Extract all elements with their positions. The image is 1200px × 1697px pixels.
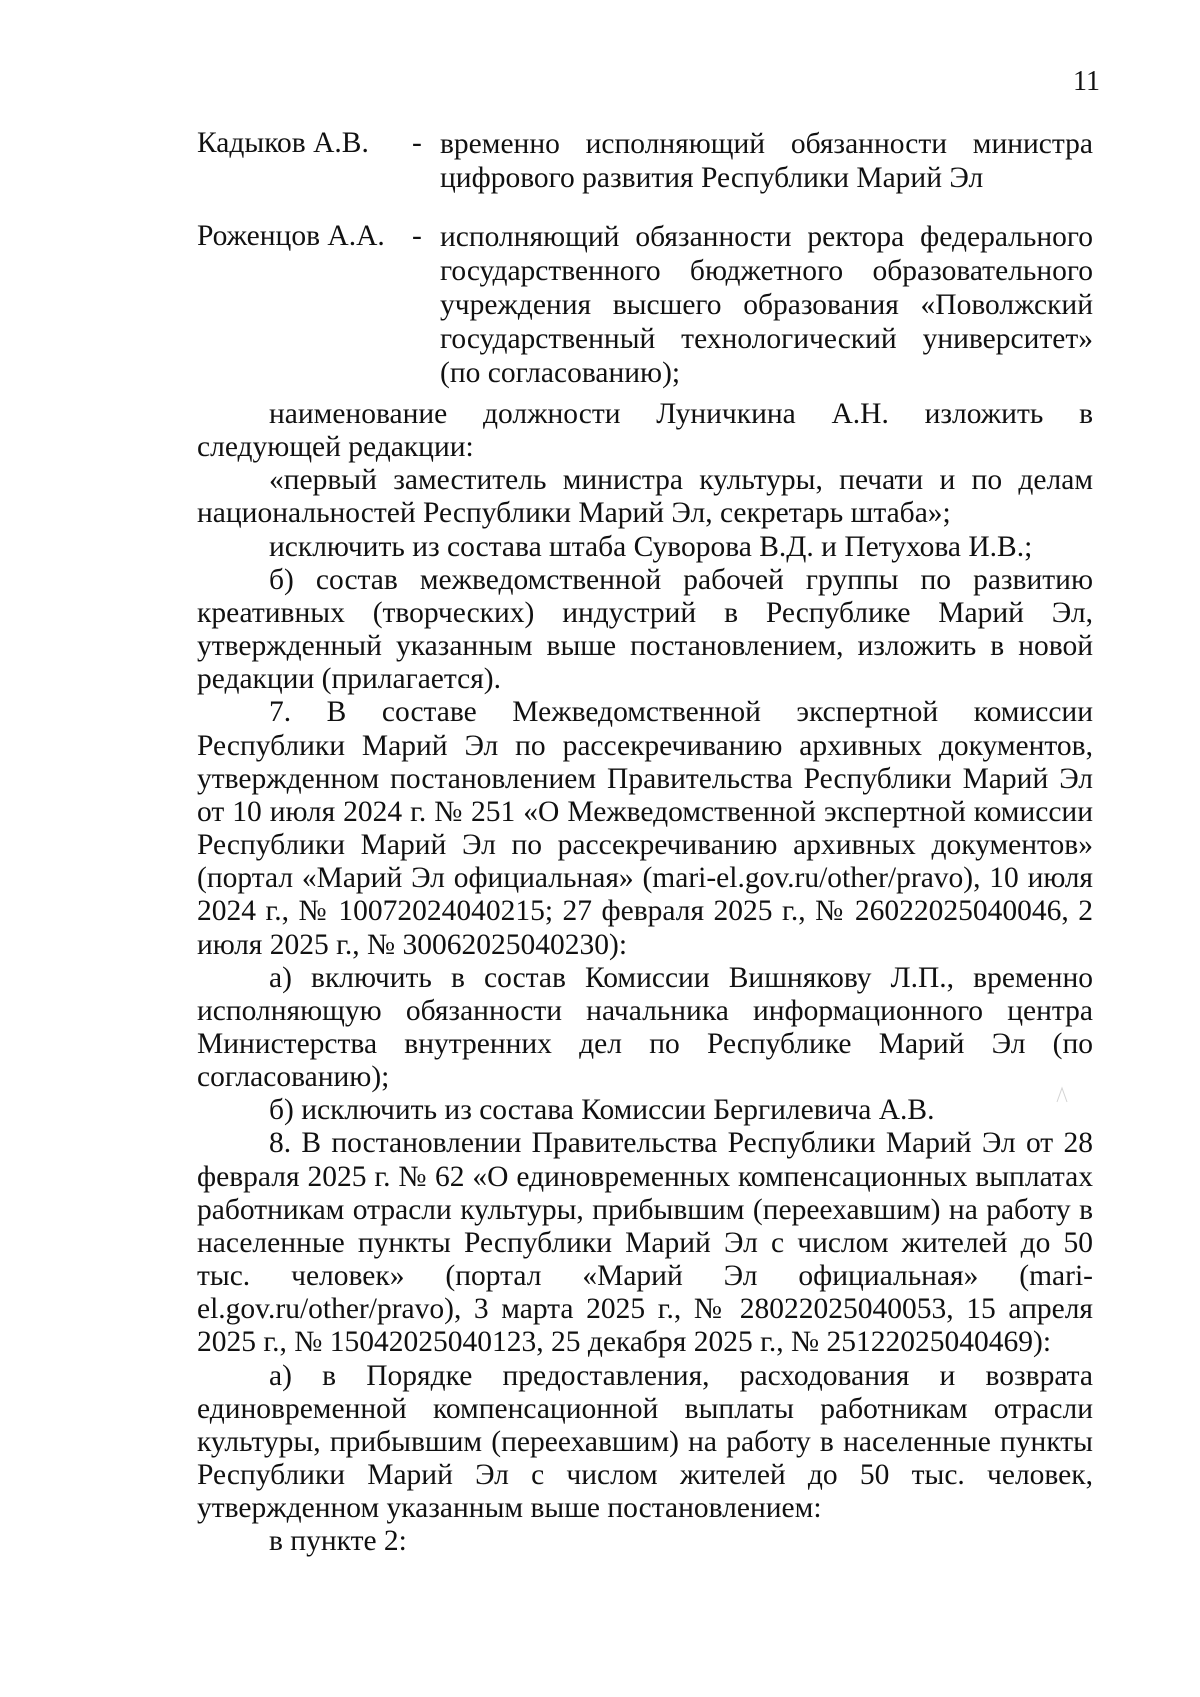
paragraph: 7. В составе Межведомственной экспертной комиссии Республики Марий Эл по рассекречиванию архивных документов, утвержденном постановлением Правительства Республики Марий Эл от 10 июля 2024 г. № 251 «О Межведомственной экспертной комиссии Республики Марий Эл по рассекречиванию архивных документов» (портал «Марий Эл официальная» (mari-el.gov.ru/other/pravo), 10 июля 2024 г., № 10072024040215; 27 февраля 2025 г., № 26022025040046, 2 июля 2025 г., № 30062025040230): [197,696,1093,961]
paragraph: наименование должности Луничкина А.Н. изложить в следующей редакции: [197,398,1093,464]
page-number: 11 [1073,66,1100,97]
member-name: Кадыков А.В. [197,127,369,159]
member-role: временно исполняющий обязанности министра цифрового развития Республики Марий Эл [440,128,1093,194]
member-role: исполняющий обязанности ректора федерального государственного бюджетного образовательного учреждения высшего образования «Поволжский государственный технологический университет» (по согласованию); [440,221,1093,389]
member-dash: - [412,127,422,159]
paragraph: 8. В постановлении Правительства Республики Марий Эл от 28 февраля 2025 г. № 62 «О единовременных компенсационных выплатах работникам отрасли культуры, прибывшим (переехавшим) на работу в населенные пункты Республики Марий Эл с числом жителей до 50 тыс. человек» (портал «Марий Эл официальная» (mari-el.gov.ru/other/pravo), 3 марта 2025 г., № 28022025040053, 15 апреля 2025 г., № 15042025040123, 25 декабря 2025 г., № 25122025040469): [197,1127,1093,1359]
member-entry [197,127,1093,195]
paragraph: а) в Порядке предоставления, расходования и возврата единовременной компенсационной выплаты работникам отрасли культуры, прибывшим (переехавшим) на работу в населенные пункты Республики Марий Эл с числом жителей до 50 тыс. человек, утвержденном указанным выше постановлением: [197,1359,1093,1525]
paragraph: б) состав межведомственной рабочей группы по развитию креативных (творческих) индустрий в Республике Марий Эл, утвержденный указанным выше постановлением, изложить в новой редакции (прилагается). [197,563,1093,696]
member-entry [197,220,1093,390]
paragraph: в пункте 2: [269,1525,407,1558]
paragraph: исключить из состава штаба Суворова В.Д. и Петухова И.В.; [269,530,1033,563]
margin-mark-icon [1055,1086,1069,1104]
member-dash: - [412,220,422,252]
document-body [197,398,1093,1558]
member-name: Роженцов А.А. [197,220,385,252]
paragraph: а) включить в состав Комиссии Вишнякову Л.П., временно исполняющую обязанности начальника информационного центра Министерства внутренних дел по Республике Марий Эл (по согласованию); [197,961,1093,1094]
paragraph: «первый заместитель министра культуры, печати и по делам национальностей Республики Марий Эл, секретарь штаба»; [197,464,1093,530]
paragraph: б) исключить из состава Комиссии Бергилевича А.В. [269,1094,935,1127]
